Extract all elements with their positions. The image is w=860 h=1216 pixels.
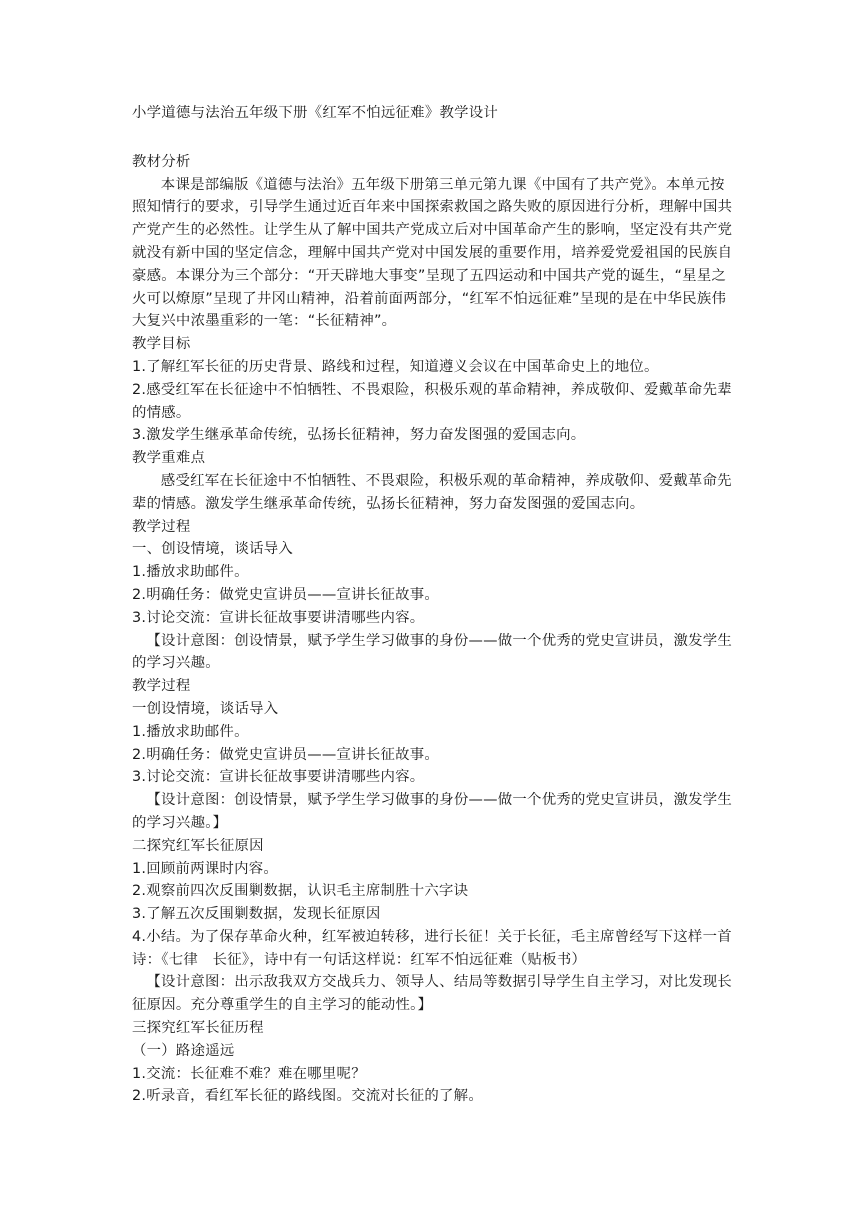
paragraph: 2.听录音，看红军长征的路线图。交流对长征的了解。	[132, 1088, 483, 1105]
paragraph: 2.感受红军在长征途中不怕牺牲、不畏艰险，积极乐观的革命精神，养成敬仰、爱戴革命先辈的情感。	[132, 381, 732, 421]
paragraph: 【设计意图：创设情景，赋予学生学习做事的身份——做一个优秀的党史宣讲员，激发学生的学习兴趣。	[132, 632, 733, 672]
paragraph: 2.明确任务：做党史宣讲员——宣讲长征故事。	[132, 586, 440, 603]
document-body	[132, 151, 738, 1108]
paragraph: 三探究红军长征历程	[132, 1020, 264, 1037]
paragraph: 教学目标	[132, 336, 191, 353]
paragraph: 3.讨论交流：宣讲长征故事要讲清哪些内容。	[132, 769, 425, 786]
paragraph: 3.了解五次反围剿数据，发现长征原因	[132, 906, 381, 923]
paragraph: 4.小结。为了保存革命火种，红军被迫转移，进行长征！关于长征，毛主席曾经写下这样一首诗：《七律 长征》，诗中有一句话这样说：红军不怕远征难（贴板书）	[132, 928, 732, 968]
paragraph: 二探究红军长征原因	[132, 837, 264, 854]
paragraph: 1.回顾前两课时内容。	[132, 860, 278, 877]
paragraph: 感受红军在长征途中不怕牺牲、不畏艰险，积极乐观的革命精神，养成敬仰、爱戴革命先辈的情感。激发学生继承革命传统，弘扬长征精神，努力奋发图强的爱国志向。	[132, 472, 732, 512]
paragraph: 教学过程	[132, 678, 191, 695]
paragraph: 2.明确任务：做党史宣讲员——宣讲长征故事。	[132, 746, 440, 763]
paragraph: 教学重难点	[132, 450, 206, 467]
paragraph: 1.播放求助邮件。	[132, 564, 249, 581]
paragraph: 本课是部编版《道德与法治》五年级下册第三单元第九课《中国有了共产党》。本单元按照知情行的要求，引导学生通过近百年来中国探索救国之路失败的原因进行分析，理解中国共产党产生的必然性。让学生从了解中国共产党成立后对中国革命产生的影响，坚定没有共产党就没有新中国的坚定信念，理解中国共产党对中国发展的重要作用，培养爱党爱祖国的民族自豪感。本课分为三个部分：“开天辟地大事变”呈现了五四运动和中国共产党的诞生，“星星之火可以燎原”呈现了井冈山精神，沿着前面两部分，“红军不怕远征难”呈现的是在中华民族伟大复兴中浓墨重彩的一笔：“长征精神”。	[132, 176, 733, 330]
paragraph: 教学过程	[132, 518, 191, 535]
paragraph: 1.交流：长征难不难？难在哪里呢？	[132, 1065, 366, 1082]
paragraph: 3.讨论交流：宣讲长征故事要讲清哪些内容。	[132, 609, 425, 626]
paragraph: 【设计意图：出示敌我双方交战兵力、领导人、结局等数据引导学生自主学习，对比发现长征原因。充分尊重学生的自主学习的能动性。】	[132, 974, 733, 1014]
paragraph: （一）路途遥远	[132, 1042, 235, 1059]
paragraph: 2.观察前四次反围剿数据，认识毛主席制胜十六字诀	[132, 883, 469, 900]
paragraph: 1.播放求助邮件。	[132, 723, 249, 740]
paragraph: 一、创设情境，谈话导入	[132, 541, 294, 558]
document-title: 小学道德与法治五年级下册《红军不怕远征难》教学设计	[132, 105, 499, 121]
paragraph: 1.了解红军长征的历史背景、路线和过程，知道遵义会议在中国革命史上的地位。	[132, 358, 659, 375]
paragraph: 【设计意图：创设情景，赋予学生学习做事的身份——做一个优秀的党史宣讲员，激发学生的学习兴趣。】	[132, 792, 733, 831]
paragraph: 教材分析	[132, 153, 191, 170]
paragraph: 一创设情境，谈话导入	[132, 700, 279, 717]
paragraph: 3.激发学生继承革命传统，弘扬长征精神，努力奋发图强的爱国志向。	[132, 427, 586, 444]
